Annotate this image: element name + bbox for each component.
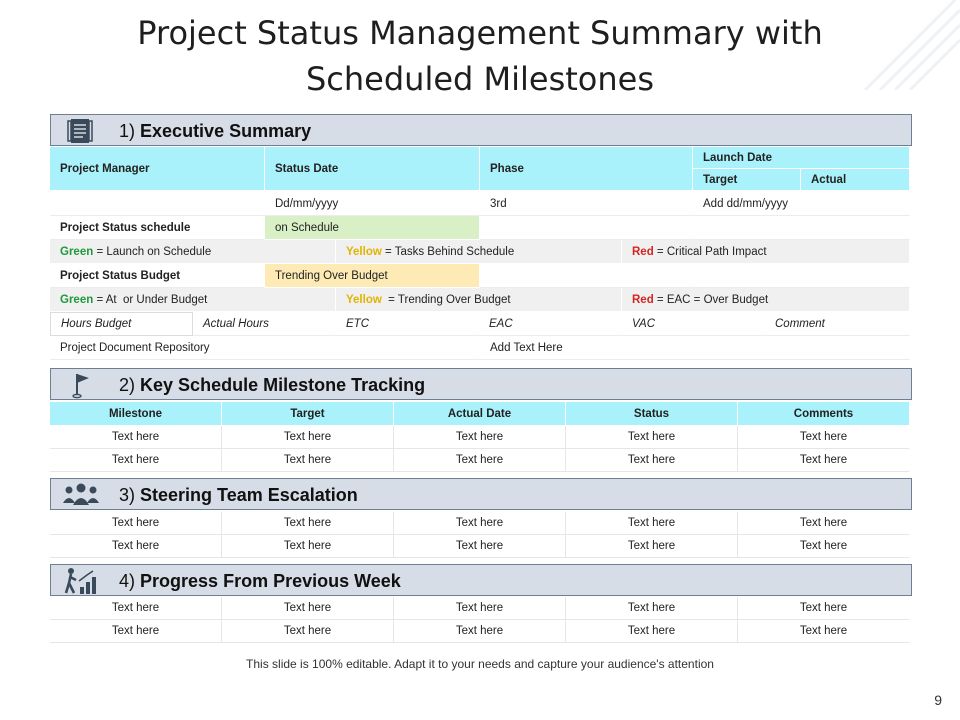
table-cell: Text here	[566, 535, 738, 558]
title-line-1: Project Status Management Summary with	[137, 14, 823, 52]
table-cell: Text here	[50, 426, 222, 449]
exec-row-schedule	[50, 216, 910, 240]
section-milestone-tracking	[50, 368, 912, 400]
header-milestone: Milestone	[50, 402, 222, 426]
repo-label: Project Document Repository	[50, 336, 480, 360]
metric-hours-budget: Hours Budget	[50, 312, 193, 336]
page-number: 9	[934, 692, 942, 708]
section-executive-summary	[50, 114, 912, 146]
table-cell: Text here	[222, 449, 394, 472]
table-cell: Text here	[738, 535, 910, 558]
table-cell: Text here	[50, 535, 222, 558]
schedule-label: Project Status schedule	[50, 216, 265, 240]
table-cell: Text here	[222, 597, 394, 620]
legend-red-schedule: Red = Critical Path Impact	[622, 240, 910, 264]
table-cell: Text here	[738, 426, 910, 449]
header-launch-date-group	[693, 147, 910, 191]
table-cell: Text here	[738, 597, 910, 620]
table-cell: Text here	[394, 620, 566, 643]
cell-phase: 3rd	[480, 192, 693, 216]
header-actual: Actual	[801, 169, 910, 191]
schedule-status: on Schedule	[265, 216, 480, 240]
section-progress-week	[50, 564, 912, 596]
table-row	[50, 597, 910, 620]
metric-vac: VAC	[622, 312, 765, 336]
table-cell: Text here	[566, 426, 738, 449]
table-cell: Text here	[394, 449, 566, 472]
table-cell: Text here	[222, 535, 394, 558]
table-cell: Text here	[566, 620, 738, 643]
header-status: Status	[566, 402, 738, 426]
section-1-title: 1) Executive Summary	[119, 121, 312, 141]
table-cell: Text here	[566, 597, 738, 620]
metric-etc: ETC	[336, 312, 479, 336]
legend-green-schedule: Green = Launch on Schedule	[50, 240, 336, 264]
exec-row-budget	[50, 264, 910, 288]
section-steering-team	[50, 478, 912, 510]
repo-value: Add Text Here	[480, 336, 910, 360]
table-row	[50, 620, 910, 643]
table-cell: Text here	[566, 512, 738, 535]
section-3-title: 3) Steering Team Escalation	[119, 485, 358, 505]
slide-title	[0, 10, 960, 102]
exec-metrics-row	[50, 312, 910, 336]
metric-eac: EAC	[479, 312, 622, 336]
table-row	[50, 512, 910, 535]
progress-climb-icon	[63, 567, 97, 595]
cell-empty	[693, 264, 910, 288]
table-row	[50, 426, 910, 449]
cell-status-date: Dd/mm/yyyy	[265, 192, 480, 216]
document-icon	[65, 117, 95, 145]
cell-launch-date: Add dd/mm/yyyy	[693, 192, 910, 216]
table-cell: Text here	[50, 449, 222, 472]
flag-icon	[65, 371, 95, 399]
team-icon	[61, 481, 101, 509]
legend-yellow-budget: Yellow = Trending Over Budget	[336, 288, 622, 312]
budget-label: Project Status Budget	[50, 264, 265, 288]
header-phase: Phase	[480, 147, 693, 191]
legend-yellow-schedule: Yellow = Tasks Behind Schedule	[336, 240, 622, 264]
decorative-stripes	[840, 0, 960, 90]
cell-empty	[480, 216, 693, 240]
table-row	[50, 535, 910, 558]
legend-green-budget: Green = At or Under Budget	[50, 288, 336, 312]
table-cell: Text here	[738, 512, 910, 535]
table-cell: Text here	[50, 597, 222, 620]
cell-empty	[50, 192, 265, 216]
header-launch-date: Launch Date	[693, 147, 910, 169]
table-cell: Text here	[222, 426, 394, 449]
legend-red-budget: Red = EAC = Over Budget	[622, 288, 910, 312]
header-project-manager: Project Manager	[50, 147, 265, 191]
section-2-title: 2) Key Schedule Milestone Tracking	[119, 375, 426, 395]
cell-empty	[480, 264, 693, 288]
table-cell: Text here	[738, 620, 910, 643]
table-cell: Text here	[738, 449, 910, 472]
header-comments: Comments	[738, 402, 910, 426]
table-cell: Text here	[394, 597, 566, 620]
header-actual-date: Actual Date	[394, 402, 566, 426]
cell-empty	[693, 216, 910, 240]
table-cell: Text here	[566, 449, 738, 472]
exec-legend-budget	[50, 288, 910, 312]
table-cell: Text here	[394, 512, 566, 535]
header-target: Target	[222, 402, 394, 426]
table-cell: Text here	[394, 535, 566, 558]
title-line-2: Scheduled Milestones	[305, 60, 655, 98]
exec-header-row	[50, 147, 910, 191]
exec-repo-row	[50, 336, 910, 360]
header-status-date: Status Date	[265, 147, 480, 191]
metric-comment: Comment	[765, 312, 910, 336]
table-cell: Text here	[394, 426, 566, 449]
exec-row-dates	[50, 192, 910, 216]
section-4-title: 4) Progress From Previous Week	[119, 571, 401, 591]
table-row	[50, 449, 910, 472]
table-cell: Text here	[50, 620, 222, 643]
footer-note: This slide is 100% editable. Adapt it to your needs and capture your audience's attention	[246, 657, 714, 671]
exec-legend-schedule	[50, 240, 910, 264]
milestone-header-row	[50, 402, 910, 426]
budget-status: Trending Over Budget	[265, 264, 480, 288]
metric-actual-hours: Actual Hours	[193, 312, 336, 336]
table-cell: Text here	[222, 512, 394, 535]
header-target: Target	[693, 169, 801, 191]
table-cell: Text here	[222, 620, 394, 643]
table-cell: Text here	[50, 512, 222, 535]
